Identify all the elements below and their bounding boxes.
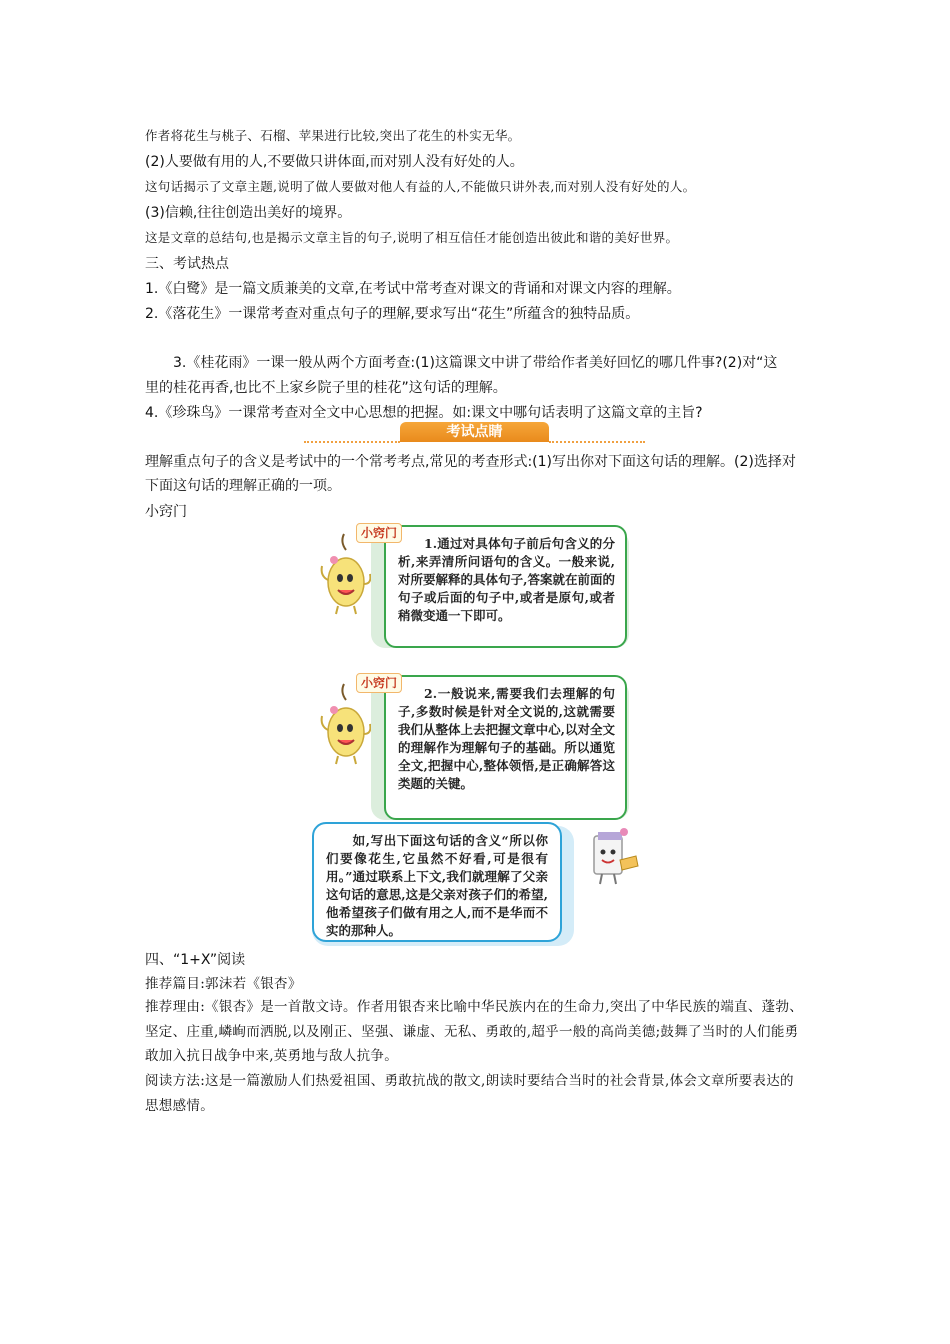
pear-mascot-icon: [318, 530, 374, 618]
tip-1-text: 1.通过对具体句子前后句含义的分析,来弄清所问语句的含义。一般来说,对所要解释的具体句子,答案就在前面的句子或后面的句子中,或者是原句,或者稍微变通一下即可。: [398, 536, 615, 623]
book-character-icon: [584, 826, 642, 888]
banner-dotted-rule-left: [304, 441, 400, 443]
hotspot-item-4: 4.《珍珠鸟》一课常考查对全文中心思想的把握。如:课文中哪句话表明了这篇文章的主旨?: [145, 405, 703, 421]
recommend-article: 推荐篇目:郭沫若《银杏》: [145, 976, 302, 992]
tip-2-label: 小窍门: [356, 673, 402, 693]
hotspot-item-1: 1.《白鹭》是一篇文质兼美的文章,在考试中常考查对课文的背诵和对课文内容的理解。: [145, 281, 681, 297]
quote-sentence-2: (2)人要做有用的人,不要做只讲体面,而对别人没有好处的人。: [145, 154, 524, 170]
analysis-line-3: 这是文章的总结句,也是揭示文章主旨的句子,说明了相互信任才能创造出彼此和谐的美好世界。: [145, 230, 679, 245]
recommend-reason: 推荐理由:《银杏》是一首散文诗。作者用银杏来比喻中华民族内在的生命力,突出了中华民族的端直、蓬勃、坚定、庄重,嶙峋而洒脱,以及刚正、坚强、谦虚、无私、勇敢的,超乎一般的高尚美德;鼓舞了当时的人们能勇敢加入抗日战争中来,英勇地与敌人抗争。: [145, 999, 804, 1064]
banner-dotted-rule-right: [549, 441, 645, 443]
example-note-box: [312, 822, 562, 942]
tip-1-box: [384, 525, 627, 648]
quote-sentence-3: (3)信赖,往往创造出美好的境界。: [145, 205, 352, 221]
hotspot-item-3b: 里的桂花再香,也比不上家乡院子里的桂花”这句话的理解。: [145, 380, 507, 396]
exam-point-banner: 考试点睛: [400, 422, 549, 442]
hotspot-item-3a: 3.《桂花雨》一课一般从两个方面考查:(1)这篇课文中讲了带给作者美好回忆的哪几件事?(2)对“这: [173, 355, 778, 371]
exam-point-text: 理解重点句子的含义是考试中的一个常考考点,常见的考查形式:(1)写出你对下面这句话的理解。(2)选择对下面这句话的理解正确的一项。: [145, 454, 796, 494]
tip-2-box: [384, 675, 627, 820]
section-3-heading: 三、考试热点: [145, 256, 229, 272]
pear-mascot-icon-2: [318, 680, 374, 768]
analysis-line-2: 这句话揭示了文章主题,说明了做人要做对他人有益的人,不能做只讲外表,而对别人没有好处的人。: [145, 179, 696, 194]
tip-1-label: 小窍门: [356, 523, 402, 543]
reading-method: 阅读方法:这是一篇激励人们热爱祖国、勇敢抗战的散文,朗读时要结合当时的社会背景,体会文章所要表达的思想感情。: [145, 1073, 794, 1114]
example-note-text: 如,写出下面这句话的含义“所以你们要像花生,它虽然不好看,可是很有用。”通过联系上下文,我们就理解了父亲这句话的意思,这是父亲对孩子们的希望,他希望孩子们做有用之人,而不是华而不实的那种人。: [326, 833, 548, 938]
section-4-heading: 四、“1+X”阅读: [145, 952, 246, 968]
analysis-line-1: 作者将花生与桃子、石榴、苹果进行比较,突出了花生的朴实无华。: [145, 128, 521, 143]
tip-2-text: 2.一般说来,需要我们去理解的句子,多数时候是针对全文说的,这就需要我们从整体上去把握文章中心,以对全文的理解作为理解句子的基础。所以通览全文,把握中心,整体领悟,是正确解答这类题的关键。: [398, 686, 615, 791]
tips-subheading: 小窍门: [145, 504, 187, 520]
hotspot-item-2: 2.《落花生》一课常考查对重点句子的理解,要求写出“花生”所蕴含的独特品质。: [145, 306, 640, 322]
